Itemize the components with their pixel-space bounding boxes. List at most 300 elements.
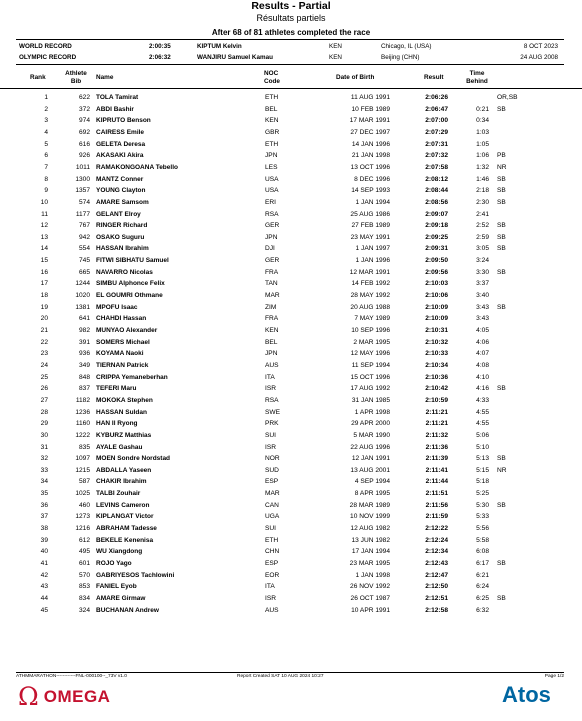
noc-cell: BEL: [265, 105, 278, 113]
rank-cell: 11: [41, 210, 48, 218]
dob-cell: 14 SEP 1993: [351, 187, 390, 195]
time-behind-cell: 5:13: [476, 455, 489, 463]
time-behind-cell: 5:18: [476, 478, 489, 486]
rank-cell: 32: [40, 455, 48, 463]
noc-cell: ISR: [265, 443, 276, 451]
dob-cell: 13 JUN 1982: [351, 536, 390, 544]
dob-cell: 13 OCT 1996: [350, 163, 390, 171]
result-cell: 2:12:24: [425, 536, 448, 544]
bib-cell: 835: [78, 443, 90, 451]
record-note-cell: SB: [497, 385, 506, 393]
table-row: [0, 476, 582, 488]
rank-cell: 13: [40, 233, 48, 241]
bib-cell: 349: [78, 361, 90, 369]
table-row: [0, 488, 582, 500]
result-cell: 2:09:25: [425, 233, 448, 241]
time-behind-cell: 6:21: [476, 571, 489, 579]
table-row: [0, 418, 582, 430]
result-cell: 2:10:32: [425, 338, 448, 346]
rank-cell: 8: [44, 175, 48, 183]
time-behind-cell: 3:05: [476, 245, 489, 253]
time-behind-cell: 4:16: [476, 385, 489, 393]
time-behind-cell: 1:06: [476, 152, 489, 160]
bib-cell: 1300: [75, 175, 90, 183]
noc-cell: NOR: [265, 455, 280, 463]
noc-cell: PRK: [265, 420, 279, 428]
result-cell: 2:09:31: [425, 245, 448, 253]
bib-cell: 324: [78, 606, 90, 614]
time-behind-cell: 5:58: [476, 536, 489, 544]
noc-cell: DJI: [265, 245, 275, 253]
rank-cell: 35: [40, 490, 48, 498]
bib-cell: 974: [78, 117, 90, 125]
noc-cell: JPN: [265, 233, 278, 241]
athlete-name-cell: EL GOUMRI Othmane: [96, 292, 163, 300]
bib-cell: 1357: [75, 187, 90, 195]
athlete-name-cell: ABDALLA Yaseen: [96, 466, 152, 474]
table-row: [0, 232, 582, 244]
dob-cell: 21 JAN 1998: [351, 152, 390, 160]
dob-cell: 10 FEB 1989: [351, 105, 390, 113]
bib-cell: 1025: [75, 490, 90, 498]
record-note-cell: SB: [497, 303, 506, 311]
table-row: [0, 453, 582, 465]
table-row: [0, 92, 582, 104]
table-row: [0, 162, 582, 174]
result-cell: 2:08:44: [425, 187, 448, 195]
time-behind-cell: 3:30: [476, 268, 489, 276]
bib-cell: 616: [78, 140, 90, 148]
bib-cell: 372: [78, 105, 90, 113]
time-behind-cell: 0:34: [476, 117, 489, 125]
athlete-name-cell: YOUNG Clayton: [96, 187, 146, 195]
noc-cell: ESP: [265, 478, 279, 486]
athlete-name-cell: TOLA Tamirat: [96, 94, 139, 101]
result-cell: 2:11:56: [425, 501, 448, 509]
noc-cell: KEN: [265, 117, 279, 125]
table-row: [0, 546, 582, 558]
athlete-name-cell: TALBI Zouhair: [96, 490, 141, 498]
table-row: [0, 348, 582, 360]
dob-cell: 10 NOV 1999: [350, 513, 390, 521]
time-behind-cell: 4:05: [476, 327, 489, 334]
result-cell: 2:10:06: [425, 292, 448, 300]
athlete-name-cell: GELETA Deresa: [96, 140, 146, 148]
result-cell: 2:11:21: [425, 420, 448, 428]
time-behind-cell: 6:17: [476, 560, 489, 567]
rank-cell: 42: [40, 571, 48, 579]
result-cell: 2:07:29: [425, 128, 448, 136]
time-behind-cell: 1:32: [476, 163, 489, 171]
athlete-name-cell: ROJO Yago: [96, 560, 132, 567]
result-cell: 2:11:44: [425, 478, 448, 486]
record-note-cell: SB: [497, 187, 506, 195]
table-row: [0, 442, 582, 454]
dob-cell: 27 FEB 1989: [351, 222, 390, 230]
dob-cell: 28 MAY 1992: [350, 292, 390, 300]
noc-cell: FRA: [265, 315, 279, 323]
col-dob-header: Date of Birth: [336, 74, 375, 81]
bib-cell: 745: [78, 257, 90, 265]
bib-cell: 1273: [75, 513, 90, 521]
result-cell: 2:11:41: [425, 466, 448, 474]
rank-cell: 29: [40, 420, 48, 428]
rank-cell: 23: [40, 350, 48, 358]
result-cell: 2:11:59: [425, 513, 448, 521]
result-cell: 2:12:22: [425, 525, 448, 533]
time-behind-cell: 4:55: [476, 408, 489, 416]
record-note-cell: PB: [497, 152, 506, 160]
result-cell: 2:11:32: [425, 431, 448, 439]
athlete-name-cell: MOKOKA Stephen: [96, 396, 153, 404]
result-cell: 2:10:36: [425, 373, 448, 381]
result-cell: 2:09:18: [425, 222, 448, 230]
rank-cell: 12: [40, 222, 48, 230]
athlete-name-cell: HAN Il Ryong: [96, 420, 138, 428]
table-row: [0, 558, 582, 570]
athlete-name-cell: RINGER Richard: [96, 222, 148, 230]
noc-cell: TAN: [265, 280, 278, 288]
col-bib-header: [62, 70, 90, 85]
rank-cell: 1: [44, 94, 48, 101]
dob-cell: 12 AUG 1982: [350, 525, 390, 533]
record-note-cell: SB: [497, 175, 506, 183]
rank-cell: 2: [44, 105, 48, 113]
result-cell: 2:10:59: [425, 396, 448, 404]
athlete-name-cell: MANTZ Conner: [96, 175, 144, 183]
result-cell: 2:12:47: [425, 571, 448, 579]
dob-cell: 14 FEB 1992: [351, 280, 390, 288]
table-header: [0, 68, 582, 89]
olympic-record-row: [16, 52, 564, 63]
table-row: [0, 267, 582, 279]
record-note-cell: SB: [497, 501, 506, 509]
bib-cell: 837: [78, 385, 90, 393]
bib-cell: 834: [78, 594, 90, 602]
bib-cell: 665: [78, 268, 90, 276]
dob-cell: 14 JAN 1996: [351, 140, 390, 148]
athlete-name-cell: NAVARRO Nicolas: [96, 268, 153, 276]
noc-cell: CHN: [265, 548, 280, 556]
noc-cell: SUI: [265, 525, 276, 533]
athlete-name-cell: GABRIYESOS Tachlowini: [96, 571, 175, 579]
result-cell: 2:06:47: [425, 105, 448, 113]
noc-cell: GBR: [265, 128, 280, 136]
record-holder: WANJIRU Samuel Kamau: [197, 54, 273, 61]
athlete-name-cell: MOEN Sondre Nordstad: [96, 455, 171, 463]
bib-cell: 622: [78, 94, 90, 101]
bib-cell: 1216: [75, 525, 90, 533]
time-behind-cell: 4:33: [476, 396, 489, 404]
result-cell: 2:10:34: [425, 361, 448, 369]
result-cell: 2:07:00: [425, 117, 448, 125]
athlete-name-cell: AMARE Samsom: [96, 198, 149, 206]
bib-cell: 1020: [75, 292, 90, 300]
dob-cell: 20 AUG 1988: [350, 303, 390, 311]
report-created: Report Created SAT 10 AUG 2024 10:27: [237, 674, 324, 679]
dob-cell: 25 AUG 1986: [350, 210, 390, 218]
results-subtitle: Résultats partiels: [256, 13, 326, 23]
dob-cell: 1 JAN 1998: [355, 571, 390, 579]
dob-cell: 26 OCT 1987: [350, 594, 390, 602]
noc-cell: RSA: [265, 210, 279, 218]
result-cell: 2:11:39: [425, 455, 448, 463]
dob-cell: 17 AUG 1992: [350, 385, 390, 393]
record-note-cell: SB: [497, 245, 506, 253]
dob-cell: 17 MAR 1991: [349, 117, 390, 125]
time-behind-cell: 5:30: [476, 501, 489, 509]
noc-cell: RSA: [265, 396, 279, 404]
bib-cell: 601: [78, 560, 90, 567]
dob-cell: 26 NOV 1992: [350, 583, 390, 591]
athlete-name-cell: HASSAN Ibrahim: [96, 245, 149, 253]
bib-cell: 1381: [75, 303, 90, 311]
noc-cell: ESP: [265, 560, 279, 567]
table-row: [0, 465, 582, 477]
dob-cell: 8 APR 1995: [354, 490, 390, 498]
col-behind-header: [464, 70, 490, 85]
rank-cell: 26: [40, 385, 48, 393]
col-noc-header: [264, 70, 280, 85]
result-cell: 2:08:56: [425, 198, 448, 206]
bib-cell: 1222: [75, 431, 90, 439]
rank-cell: 36: [40, 501, 48, 509]
athlete-name-cell: BUCHANAN Andrew: [96, 606, 159, 614]
athlete-name-cell: ABDI Bashir: [96, 105, 134, 113]
time-behind-cell: 3:43: [476, 303, 489, 311]
bib-cell: 495: [78, 548, 90, 556]
table-row: [0, 325, 582, 337]
noc-cell: FRA: [265, 268, 279, 276]
record-note-cell: NR: [497, 466, 507, 474]
dob-cell: 11 SEP 1994: [351, 361, 390, 369]
bib-cell: 1097: [75, 455, 90, 463]
result-cell: 2:12:43: [425, 560, 448, 567]
record-note-cell: OR,SB: [497, 94, 518, 101]
time-behind-cell: 6:08: [476, 548, 489, 556]
record-note-cell: SB: [497, 233, 506, 241]
dob-cell: 13 AUG 2001: [350, 466, 390, 474]
time-behind-cell: 4:55: [476, 420, 489, 428]
noc-cell: LES: [265, 163, 278, 171]
results-title: Results - Partial: [251, 0, 331, 12]
record-holder: KIPTUM Kelvin: [197, 43, 242, 50]
dob-cell: 1 JAN 1994: [355, 198, 390, 206]
record-place: Beijing (CHN): [381, 54, 420, 61]
record-note-cell: SB: [497, 105, 506, 113]
dob-cell: 10 SEP 1996: [351, 327, 390, 334]
rank-cell: 19: [40, 303, 48, 311]
result-cell: 2:12:34: [425, 548, 448, 556]
table-row: [0, 581, 582, 593]
athlete-name-cell: RAMAKONGOANA Tebello: [96, 163, 178, 171]
col-behind-header-line2: Behind: [466, 77, 488, 85]
table-row: [0, 115, 582, 127]
noc-cell: JPN: [265, 152, 278, 160]
record-label: OLYMPIC RECORD: [19, 54, 77, 61]
athlete-name-cell: FANIEL Eyob: [96, 583, 137, 591]
records-box: [16, 39, 564, 65]
col-bib-header-line2: Bib: [70, 77, 82, 85]
dob-cell: 12 MAR 1991: [349, 268, 390, 276]
noc-cell: MAR: [265, 292, 280, 300]
rank-cell: 34: [40, 478, 48, 486]
omega-logo: [18, 683, 110, 711]
col-noc-header-line1: NOC: [264, 70, 279, 77]
bib-cell: 1215: [75, 466, 90, 474]
bib-cell: 1160: [75, 420, 90, 428]
rank-cell: 7: [44, 163, 48, 171]
time-behind-cell: 5:56: [476, 525, 489, 533]
athlete-name-cell: KOYAMA Naoki: [96, 350, 144, 358]
table-row: [0, 290, 582, 302]
bib-cell: 1244: [75, 280, 90, 288]
athlete-name-cell: CAIRESS Emile: [96, 128, 145, 136]
rank-cell: 20: [40, 315, 48, 323]
time-behind-cell: 5:10: [476, 443, 489, 451]
noc-cell: KEN: [265, 327, 279, 334]
bib-cell: 692: [78, 128, 90, 136]
dob-cell: 5 MAR 1990: [353, 431, 390, 439]
noc-cell: MAR: [265, 490, 280, 498]
bib-cell: 853: [78, 583, 90, 591]
athlete-name-cell: KYBURZ Matthias: [96, 431, 152, 439]
bib-cell: 942: [78, 233, 90, 241]
athlete-name-cell: AKASAKI Akira: [96, 152, 144, 160]
time-behind-cell: 6:25: [476, 594, 489, 602]
rank-cell: 15: [40, 257, 48, 265]
rank-cell: 31: [40, 443, 48, 451]
athlete-name-cell: HASSAN Suldan: [96, 408, 147, 416]
result-cell: 2:06:26: [425, 94, 448, 101]
time-behind-cell: 2:30: [476, 198, 489, 206]
table-row: [0, 220, 582, 232]
table-row: [0, 500, 582, 512]
noc-cell: GER: [265, 222, 280, 230]
record-note-cell: SB: [497, 560, 506, 567]
table-row: [0, 278, 582, 290]
result-cell: 2:09:07: [425, 210, 448, 218]
result-cell: 2:12:51: [425, 594, 448, 602]
record-label: WORLD RECORD: [19, 43, 72, 50]
record-date: 24 AUG 2008: [520, 54, 558, 61]
rank-cell: 39: [40, 536, 48, 544]
table-row: [0, 337, 582, 349]
bib-cell: 554: [78, 245, 90, 253]
table-row: [0, 570, 582, 582]
time-behind-cell: 3:40: [476, 292, 489, 300]
rank-cell: 37: [40, 513, 48, 521]
record-noc: KEN: [329, 43, 342, 50]
dob-cell: 22 AUG 1996: [350, 443, 390, 451]
time-behind-cell: 6:32: [476, 606, 489, 614]
bib-cell: 982: [78, 327, 90, 334]
result-cell: 2:12:50: [425, 583, 448, 591]
result-cell: 2:11:51: [425, 490, 448, 498]
rank-cell: 24: [40, 361, 48, 369]
noc-cell: AUS: [265, 361, 279, 369]
col-noc-header-line2: Code: [264, 77, 280, 85]
bib-cell: 612: [78, 536, 90, 544]
result-cell: 2:07:58: [425, 163, 448, 171]
dob-cell: 2 MAR 1995: [353, 338, 390, 346]
dob-cell: 17 JAN 1994: [351, 548, 390, 556]
table-row: [0, 430, 582, 442]
noc-cell: ERI: [265, 198, 276, 206]
rank-cell: 6: [44, 152, 48, 160]
col-name-header: Name: [96, 74, 114, 81]
rank-cell: 22: [40, 338, 48, 346]
dob-cell: 11 AUG 1991: [350, 94, 390, 101]
athlete-name-cell: CRIPPA Yemaneberhan: [96, 373, 168, 381]
record-note-cell: NR: [497, 163, 507, 171]
rank-cell: 9: [44, 187, 48, 195]
record-note-cell: SB: [497, 198, 506, 206]
noc-cell: GER: [265, 257, 280, 265]
time-behind-cell: 3:43: [476, 315, 489, 323]
record-time: 2:00:35: [149, 43, 171, 50]
bib-cell: 460: [78, 501, 90, 509]
noc-cell: SUD: [265, 466, 279, 474]
time-behind-cell: 2:41: [476, 210, 489, 218]
record-time: 2:06:32: [149, 54, 171, 61]
rank-cell: 33: [40, 466, 48, 474]
omega-wordmark: OMEGA: [43, 687, 111, 706]
rank-cell: 44: [40, 594, 48, 602]
bib-cell: 936: [78, 350, 90, 358]
result-cell: 2:10:31: [425, 327, 448, 334]
rank-cell: 18: [40, 292, 48, 300]
noc-cell: USA: [265, 187, 279, 195]
dob-cell: 12 JAN 1991: [351, 455, 390, 463]
noc-cell: BEL: [265, 338, 278, 346]
athlete-name-cell: TIERNAN Patrick: [96, 361, 149, 369]
time-behind-cell: 4:06: [476, 338, 489, 346]
noc-cell: UGA: [265, 513, 280, 521]
bib-cell: 1011: [75, 163, 90, 171]
time-behind-cell: 2:18: [476, 187, 489, 195]
athlete-name-cell: SOMERS Michael: [96, 338, 150, 346]
athlete-name-cell: MUNYAO Alexander: [96, 327, 158, 334]
bib-cell: 767: [78, 222, 90, 230]
result-cell: 2:10:09: [425, 315, 448, 323]
dob-cell: 1 JAN 1996: [355, 257, 390, 265]
bib-cell: 391: [78, 338, 90, 346]
noc-cell: ETH: [265, 140, 279, 148]
table-row: [0, 383, 582, 395]
noc-cell: ITA: [265, 583, 275, 591]
dob-cell: 12 MAY 1996: [350, 350, 390, 358]
dob-cell: 1 APR 1998: [354, 408, 390, 416]
race-status: After 68 of 81 athletes completed the race: [211, 28, 371, 37]
rank-cell: 41: [40, 560, 48, 567]
time-behind-cell: 6:24: [476, 583, 489, 591]
noc-cell: EOR: [265, 571, 280, 579]
result-cell: 2:11:21: [425, 408, 448, 416]
time-behind-cell: 2:59: [476, 233, 489, 241]
dob-cell: 31 JAN 1985: [351, 396, 390, 404]
result-cell: 2:07:32: [425, 152, 448, 160]
dob-cell: 27 DEC 1997: [350, 128, 390, 136]
rank-cell: 40: [40, 548, 48, 556]
table-row: [0, 395, 582, 407]
table-row: [0, 150, 582, 162]
dob-cell: 29 APR 2000: [351, 420, 390, 428]
dob-cell: 28 MAR 1989: [349, 501, 390, 509]
bib-cell: 574: [78, 198, 90, 206]
athlete-name-cell: SIMBU Alphonce Felix: [96, 280, 165, 288]
record-date: 8 OCT 2023: [523, 43, 558, 50]
